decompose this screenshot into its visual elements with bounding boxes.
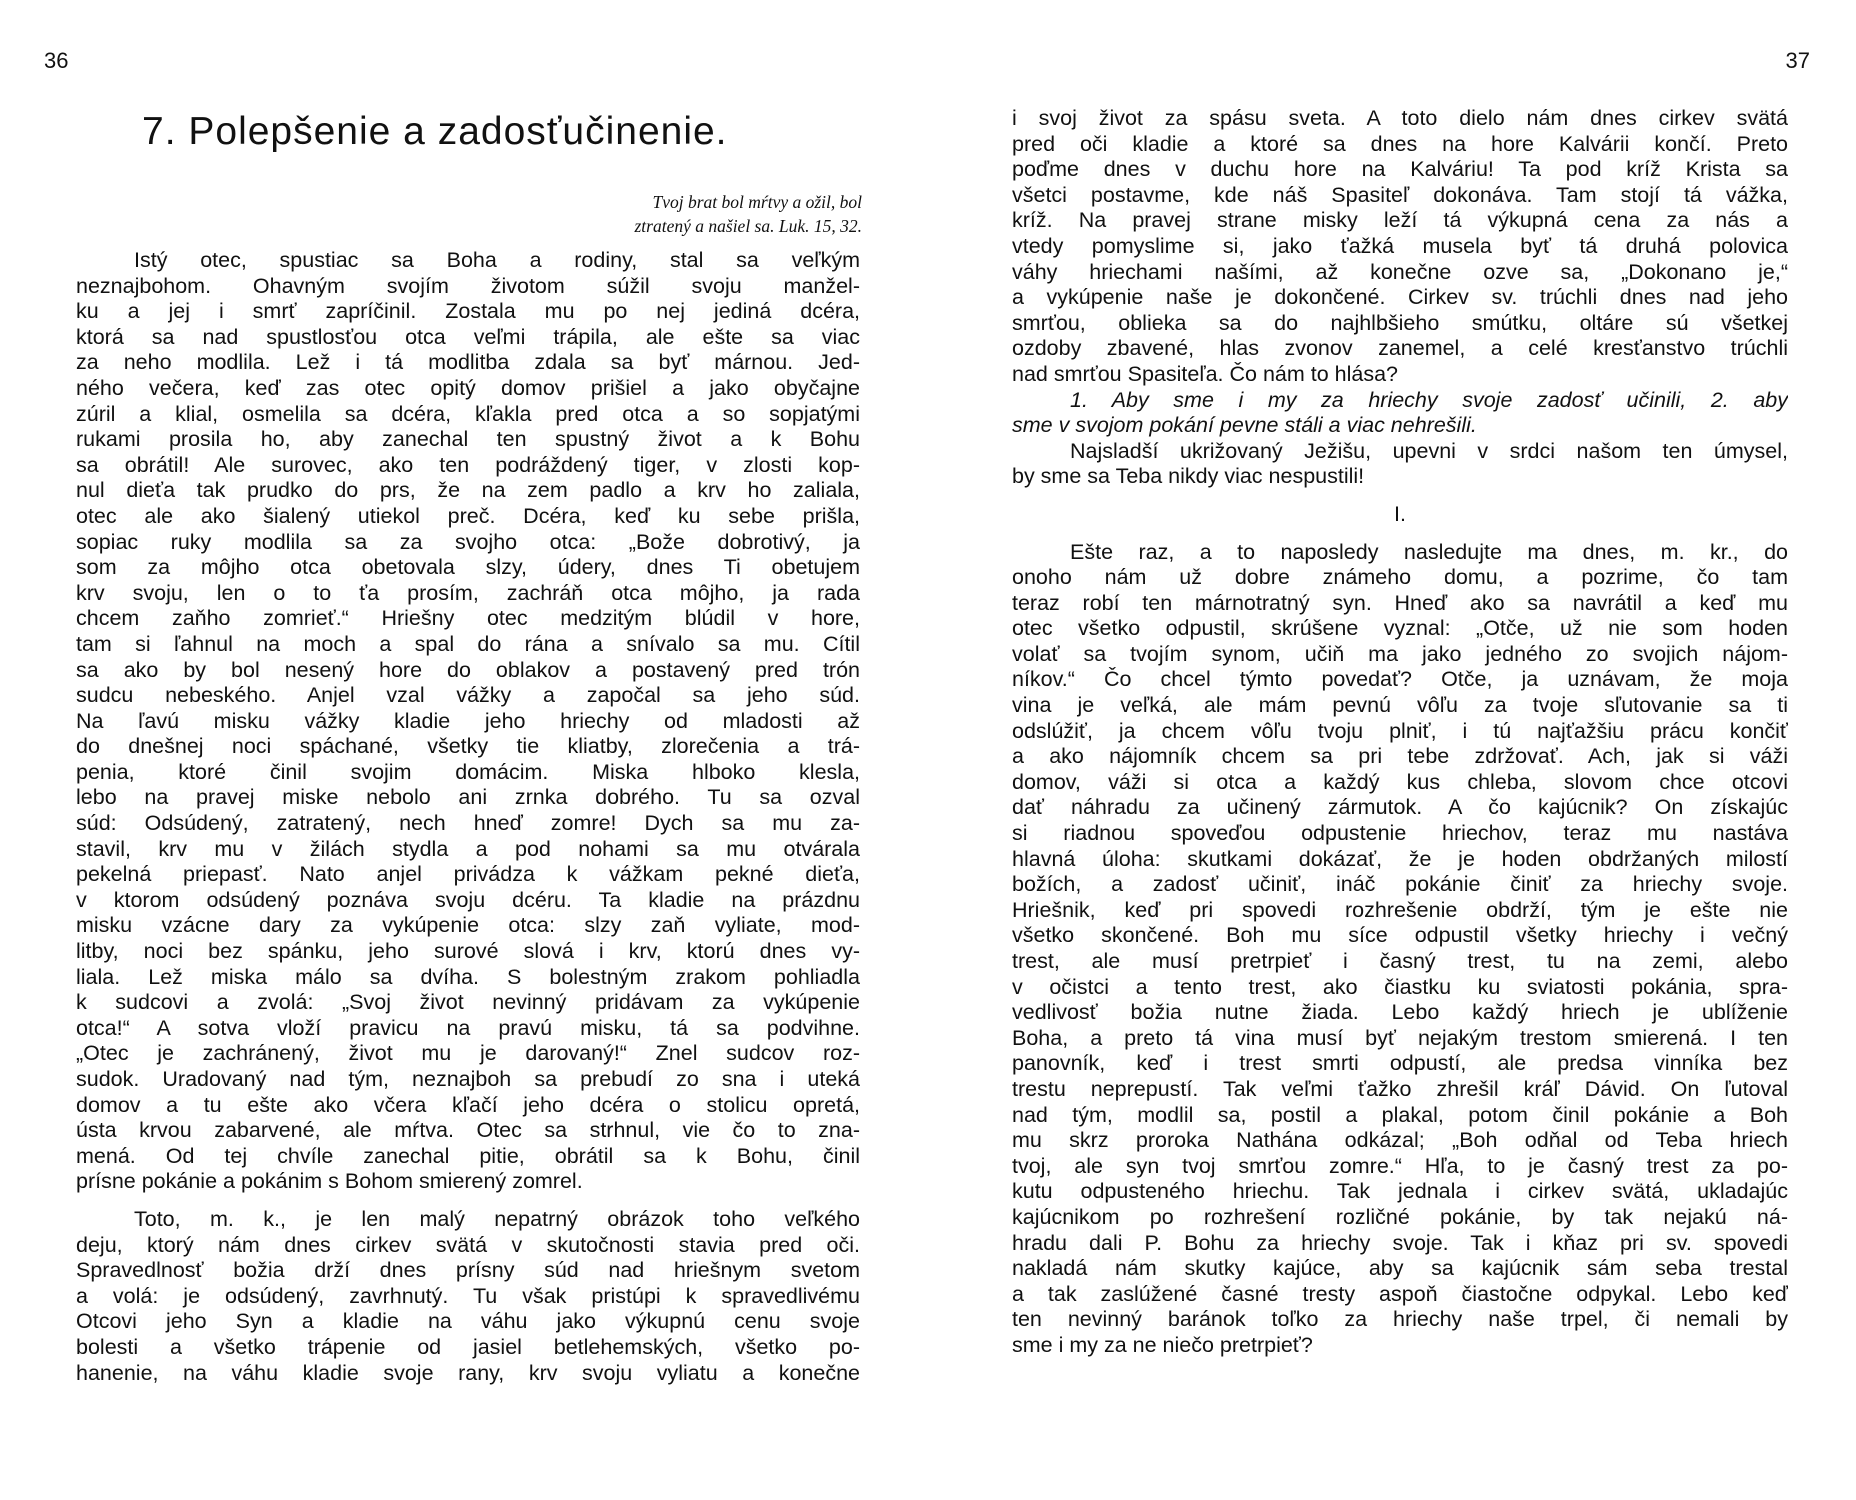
text-line: rukami prosila ho, aby zanechal ten spustný život a k Bohu	[76, 427, 860, 452]
left-body-text	[76, 248, 860, 1386]
reflection-paragraph	[76, 1207, 860, 1386]
text-line: ozdoby zbavené, hlas zvonov zanemel, a celé kresťanstvo trúchli	[1012, 336, 1788, 361]
text-line: nad smrťou Spasiteľa. Čo nám to hlása?	[1012, 361, 1399, 386]
continued-paragraph	[1012, 106, 1788, 388]
text-line: dať náhradu za učinený zármutok. A čo kajúcnik? On získajúc	[1012, 795, 1788, 820]
text-line: domov a tu ešte ako včera kľačí jeho dcéra o stolicu opretá,	[76, 1092, 860, 1117]
text-line: poďme dnes v duchu hore na Kalváriu! Ta pod kríž Krista sa	[1012, 157, 1788, 182]
text-line: nakladá nám skutky kajúce, aby sa kajúcnik sám seba trestal	[1012, 1256, 1788, 1281]
text-line: Hriešnik, keď pri spovedi rozhrešenie obdrží, tým je ešte nie	[1012, 897, 1788, 922]
text-line: Toto, m. k., je len malý nepatrný obrázok toho veľkého	[134, 1206, 860, 1231]
quote-line: Tvoj brat bol mŕtvy a ožil, bol	[652, 192, 862, 212]
text-line: ku a jej i smrť zapríčinil. Zostala mu po nej jediná dcéra,	[76, 299, 860, 324]
chapter-title: 7. Polepšenie a zadosťučinenie.	[142, 110, 728, 153]
text-line: nad tým, modlil sa, postil a plakal, potom činil pokánie a Boh	[1012, 1102, 1788, 1127]
text-line: misku vzácne dary za vykúpenie otca: slzy zaň vyliate, mod-	[76, 913, 860, 938]
text-line: kajúcnikom po rozhrešení rozličné pokánie, by tak nejakú ná-	[1012, 1204, 1788, 1229]
text-line: panovník, keď i trest smrti odpustí, ale predsa vinníka bez	[1012, 1051, 1788, 1076]
text-line: všetko skončené. Boh mu síce odpustil všetky hriechy i večný	[1012, 923, 1788, 948]
text-line: hradu dali P. Bohu za hriechy svoje. Tak i kňaz pri sv. spovedi	[1012, 1230, 1788, 1255]
paragraph-gap	[1012, 528, 1788, 540]
text-line: sopiac ruky modlila sa za svojho otca: „Bože dobrotivý, ja	[76, 529, 860, 554]
quote-line: ztratený a našiel sa. Luk. 15, 32.	[634, 216, 862, 236]
text-line: deju, ktorý nám dnes cirkev svätá v skutočnosti stavia pred oči.	[76, 1232, 860, 1257]
text-line: prísne pokánie a pokánim s Bohom smierený zomrel.	[76, 1169, 583, 1194]
text-line: som za môjho otca obetovala slzy, údery, dnes Ti obetujem	[76, 555, 860, 580]
text-line: Najsladší ukrižovaný Ježišu, upevni v srdci našom ten úmysel,	[1070, 438, 1788, 463]
text-line: volať sa tvojím synom, učiň ma jako jedného zo svojich nájom-	[1012, 641, 1788, 666]
text-line: bolesti a všetko trápenie od jasiel betlehemských, všetko po-	[76, 1334, 860, 1359]
text-line: mu skrz proroka Nathána odkázal; „Boh odňal od Teba hriech	[1012, 1128, 1788, 1153]
text-line: ktorá sa nad spustlosťou otca veľmi trápila, ale ešte sa viac	[76, 324, 860, 349]
paragraph-gap	[76, 1195, 860, 1207]
text-line: Na ľavú misku vážky kladie jeho hriechy od mladosti až	[76, 708, 860, 733]
text-line: a tak zaslúžené časné tresty aspoň čiastočne odpykal. Lebo keď	[1012, 1281, 1788, 1306]
aims-paragraph	[1012, 388, 1788, 439]
text-line: ústa krvou zabarvené, ale mŕtva. Otec sa strhnul, vie čo to zna-	[76, 1118, 860, 1143]
text-line: pekelná priepasť. Nato anjel privádza k vážkam pekné dieťa,	[76, 862, 860, 887]
text-line: 1. Aby sme i my za hriechy svoje zadosť učinili, 2. aby	[1070, 387, 1788, 412]
text-line: otca!“ A sotva vloží pravicu na pravú misku, tá sa podvihne.	[76, 1015, 860, 1040]
text-line: kríž. Na pravej strane misky leží tá výkupná cena za nás a	[1012, 208, 1788, 233]
text-line: liala. Lež miska málo sa dvíha. S bolestným zrakom pohliadla	[76, 964, 860, 989]
right-page	[928, 0, 1856, 1500]
text-line: tam si ľahnul na moch a spal do rána a snívalo sa mu. Cítil	[76, 631, 860, 656]
text-line: krv svoju, len o to ťa prosím, zachráň otca môjho, ja rada	[76, 580, 860, 605]
text-line: Spravedlnosť božia drží dnes prísny súd nad hriešnym svetom	[76, 1258, 860, 1283]
text-line: súd: Odsúdený, zatratený, nech hneď zomre! Dych sa mu za-	[76, 811, 860, 836]
text-line: sa ako by bol nesený hore do oblakov a postavený pred trón	[76, 657, 860, 682]
text-line: vedlivosť božia nutne žiada. Lebo každý hriech je ublíženie	[1012, 1000, 1788, 1025]
text-line: kutu odpusteného hriechu. Tak jednala i cirkev svätá, ukladajúc	[1012, 1179, 1788, 1204]
text-line: božích, a zadosť učiniť, ináč pokánie činiť za hriechy svoje.	[1012, 872, 1788, 897]
text-line: trest, ale musí pretrpieť i časný trest, tu na zemi, alebo	[1012, 949, 1788, 973]
text-line: litby, noci bez spánku, jeho surové slová i krv, ktorú dnes vy-	[76, 939, 860, 964]
text-line: otec všetko odpustil, skrúšene vyznal: „Otče, už nie som hoden	[1012, 616, 1788, 641]
text-line: stavil, krv mu v žilách stydla a pod nohami sa mu otvárala	[76, 836, 860, 861]
section-paragraph	[1012, 540, 1788, 1359]
text-line: všetci postavme, kde náš Spasiteľ dokonáva. Tam stojí tá vážka,	[1012, 182, 1788, 207]
text-line: pred oči kladie a ktoré sa dnes na hore Kalvárii končí. Preto	[1012, 131, 1788, 156]
text-line: zúril a klial, osmelila sa dcéra, kľakla pred otca a so sopjatými	[76, 401, 860, 426]
text-line: tvoj, ale syn tvoj smrťou zomre.“ Hľa, to je časný trest za po-	[1012, 1153, 1788, 1178]
text-line: nul dieťa tak prudko do prs, že na zem padlo a krv ho zaliala,	[76, 478, 860, 503]
text-line: a vykúpenie naše je dokončené. Cirkev sv. trúchli dnes nad jeho	[1012, 285, 1788, 310]
text-line: si riadnou spoveďou odpustenie hriechov, teraz mu nastáva	[1012, 821, 1788, 846]
text-line: sme v svojom pokání pevne stáli a viac nehrešili.	[1012, 413, 1477, 438]
text-line: by sme sa Teba nikdy viac nespustili!	[1012, 464, 1365, 489]
text-line: váhy hriechami našími, až konečne ozve sa, „Dokonano je,“	[1012, 259, 1788, 284]
text-line: vina je veľká, ale mám pevnú vôľu za tvoje sľutovanie sa ti	[1012, 693, 1788, 718]
section-heading: I.	[1394, 501, 1406, 526]
text-line: teraz robí ten márnotratný syn. Hneď ako sa navrátil a keď mu	[1012, 590, 1788, 615]
text-line: smrťou, oblieka sa do najhlbšieho smútku, oltáre sú všetkej	[1012, 310, 1788, 335]
text-line: Boha, a preto tá vina musí byť nejakým trestom smierená. I ten	[1012, 1025, 1788, 1050]
text-line: za neho modlila. Lež i tá modlitba zdala sa byť márnou. Jed-	[76, 350, 860, 375]
text-line: Istý otec, spustiac sa Boha a rodiny, stal sa veľkým	[134, 248, 860, 272]
text-line: sudok. Uradovaný nad tým, neznajboh sa prebudí zo sna i uteká	[76, 1067, 860, 1091]
text-line: domov, váži si otca a každý kus chleba, slovom chce otcovi	[1012, 769, 1788, 794]
text-line: i svoj život za spásu sveta. A toto dielo nám dnes cirkev svätá	[1012, 106, 1788, 130]
story-paragraph	[76, 248, 860, 1195]
text-line: Otcovi jeho Syn a kladie na váhu jako výkupnú cenu svoje	[76, 1309, 860, 1334]
text-line: sa obrátil! Ale surovec, ako ten podráždený tiger, v zlosti kop-	[76, 452, 860, 477]
text-line: hanenie, na váhu kladie svoje rany, krv svoju vyliatu a konečne	[76, 1360, 860, 1385]
text-line: ného večera, keď zas otec opitý domov prišiel a jako obyčajne	[76, 375, 860, 400]
text-line: vtedy pomyslime si, jako ťažká musela byť tá druhá polovica	[1012, 233, 1788, 258]
bible-quote	[480, 190, 862, 238]
text-line: k sudcovi a zvolá: „Svoj život nevinný pridávam za vykúpenie	[76, 990, 860, 1015]
text-line: hlavná úloha: skutkami dokázať, že je hoden obdržaných milostí	[1012, 846, 1788, 871]
page-number: 36	[44, 48, 69, 73]
text-line: ten nevinný baránok toľko za hriechy naše trpel, či nemali by	[1012, 1307, 1788, 1332]
text-line: sme i my za ne niečo pretrpieť?	[1012, 1332, 1313, 1357]
text-line: lebo na pravej miske nebolo ani zrnka dobrého. Tu sa ozval	[76, 785, 860, 810]
page-number: 37	[1785, 48, 1810, 73]
text-line: v očistci a tento trest, ako čiastku ku sviatosti pokánia, spra-	[1012, 974, 1788, 999]
text-line: mená. Od tej chvíle zanechal pitie, obrátil sa k Bohu, činil	[76, 1143, 860, 1168]
text-line: trestu neprepustí. Tak veľmi ťažko zhrešil kráľ Dávid. On ľutoval	[1012, 1076, 1788, 1101]
text-line: Ešte raz, a to naposledy nasledujte ma dnes, m. kr., do	[1070, 539, 1788, 564]
text-line: onoho nám už dobre známeho domu, a pozrime, čo tam	[1012, 565, 1788, 590]
text-line: sudcu nebeského. Anjel vzal vážky a započal sa jeho súd.	[76, 683, 860, 708]
text-line: otec ale ako šialený utiekol preč. Dcéra, keď ku sebe prišla,	[76, 503, 860, 528]
text-line: neznajbohom. Ohavným svojím životom súžil svoju manžel-	[76, 273, 860, 298]
text-line: a ako nájomník chcem sa pri tebe zdržovať. Ach, jak si váži	[1012, 744, 1788, 769]
text-line: a volá: je odsúdený, zavrhnutý. Tu však pristúpi k spravedlivému	[76, 1283, 860, 1308]
text-line: „Otec je zachránený, život mu je darovaný!“ Znel sudcov roz-	[76, 1041, 860, 1066]
text-line: níkov.“ Čo chcel týmto povedať? Otče, ja uznávam, že moja	[1012, 667, 1788, 692]
paragraph-gap	[1012, 490, 1788, 502]
text-line: penia, ktoré činil svojim domácim. Miska hlboko klesla,	[76, 759, 860, 784]
text-line: do dnešnej noci spáchané, všetky tie kliatby, zlorečenia a trá-	[76, 734, 860, 759]
right-body-text	[1012, 106, 1788, 1359]
text-line: v ktorom odsúdený poznáva svoju dcéru. Ta kladie na prázdnu	[76, 887, 860, 912]
prayer-paragraph	[1012, 439, 1788, 490]
text-line: chcem zaňho zomrieť.“ Hriešny otec medzitým blúdil v hore,	[76, 606, 860, 631]
text-line: odslúžiť, ja chcem vôľu tvoju plniť, i tú najťažšiu prácu končiť	[1012, 718, 1788, 743]
